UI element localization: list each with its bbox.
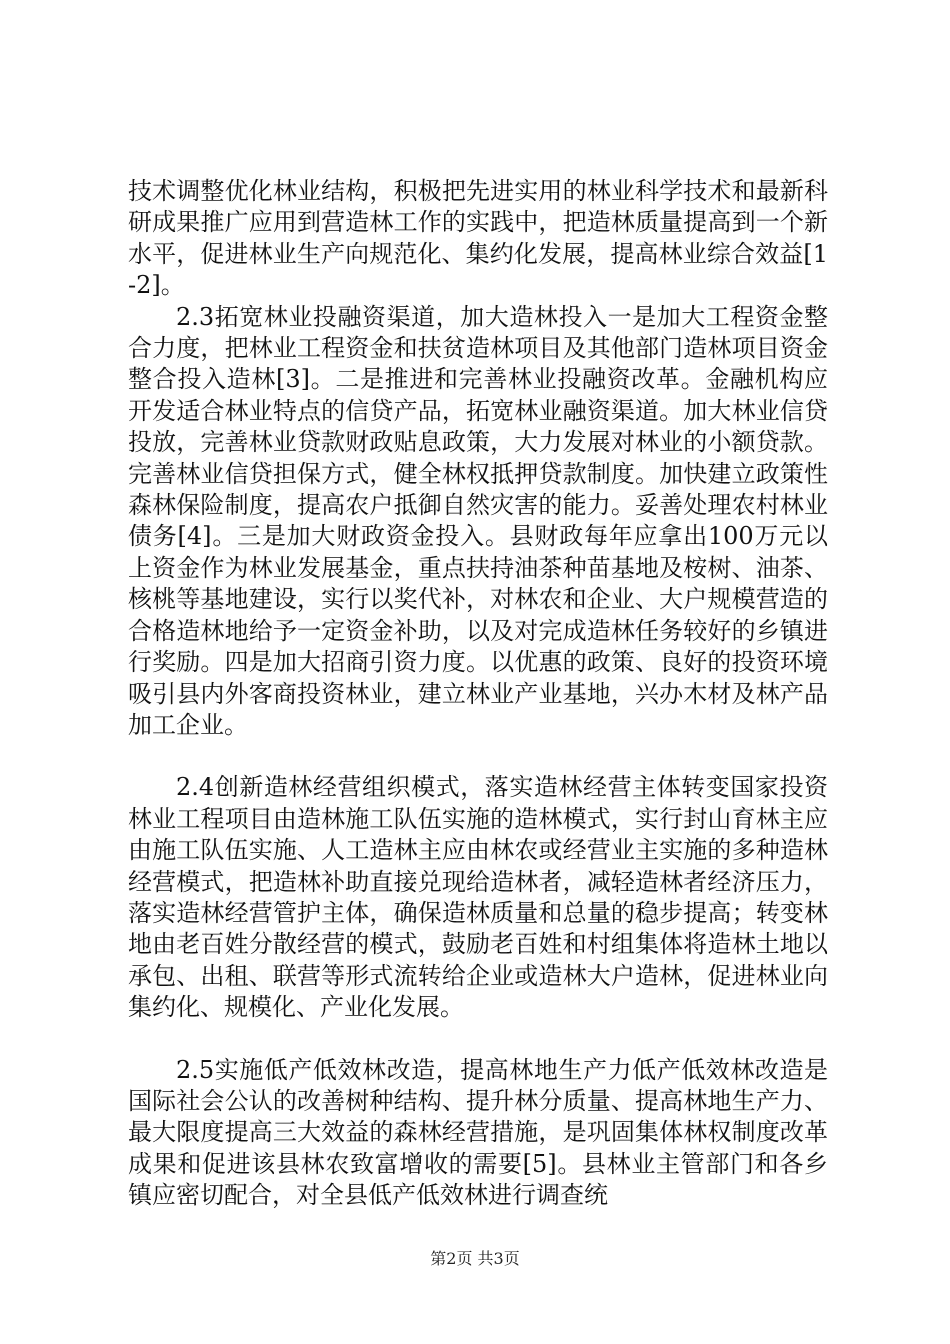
paragraph-section-2-3: 2.3拓宽林业投融资渠道，加大造林投入一是加大工程资金整合力度，把林业工程资金和扶贫造林项目及其他部门造林项目资金整合投入造林[3]。二是推进和完善林业投融资改革。金融机构应开发适合林业特点的信贷产品，拓宽林业融资渠道。加大林业信贷投放，完善林业贷款财政贴息政策，大力发展对林业的小额贷款。完善林业信贷担保方式，健全林权抵押贷款制度。加快建立政策性森林保险制度，提高农户抵御自然灾害的能力。妥善处理农村林业债务[4]。三是加大财政资金投入。县财政每年应拿出100万元以上资金作为林业发展基金，重点扶持油茶种苗基地及桉树、油茶、核桃等基地建设，实行以奖代补，对林农和企业、大户规模营造的合格造林地给予一定资金补助，以及对完成造林任务较好的乡镇进行奖励。四是加大招商引资力度。以优惠的政策、良好的投资环境吸引县内外客商投资林业，建立林业产业基地，兴办木材及林产品加工企业。: [128, 302, 828, 739]
paragraph-section-2-4: 2.4创新造林经营组织模式，落实造林经营主体转变国家投资林业工程项目由造林施工队伍实施的造林模式，实行封山育林主应由施工队伍实施、人工造林主应由林农或经营业主实施的多种造林经营模式，把造林补助直接兑现给造林者，减轻造林者经济压力，落实造林经营管护主体，确保造林质量和总量的稳步提高；转变林地由老百姓分散经营的模式，鼓励老百姓和村组集体将造林土地以承包、出租、联营等形式流转给企业或造林大户造林，促进林业向集约化、规模化、产业化发展。: [128, 773, 828, 1022]
paragraph-section-2-5: 2.5实施低产低效林改造，提高林地生产力低产低效林改造是国际社会公认的改善树种结构、提升林分质量、提高林地生产力、最大限度提高三大效益的森林经营措施，是巩固集体林权制度改革成果和促进该县林农致富增收的需要[5]。县林业主管部门和各乡镇应密切配合，对全县低产低效林进行调查统: [128, 1055, 828, 1210]
page-footer: 第2页 共3页: [430, 1249, 520, 1268]
paragraph-continued: 技术调整优化林业结构，积极把先进实用的林业科学技术和最新科研成果推广应用到营造林工作的实践中，把造林质量提高到一个新水平，促进林业生产向规范化、集约化发展，提高林业综合效益[1-2]。: [128, 177, 828, 300]
document-body: [128, 176, 828, 1212]
